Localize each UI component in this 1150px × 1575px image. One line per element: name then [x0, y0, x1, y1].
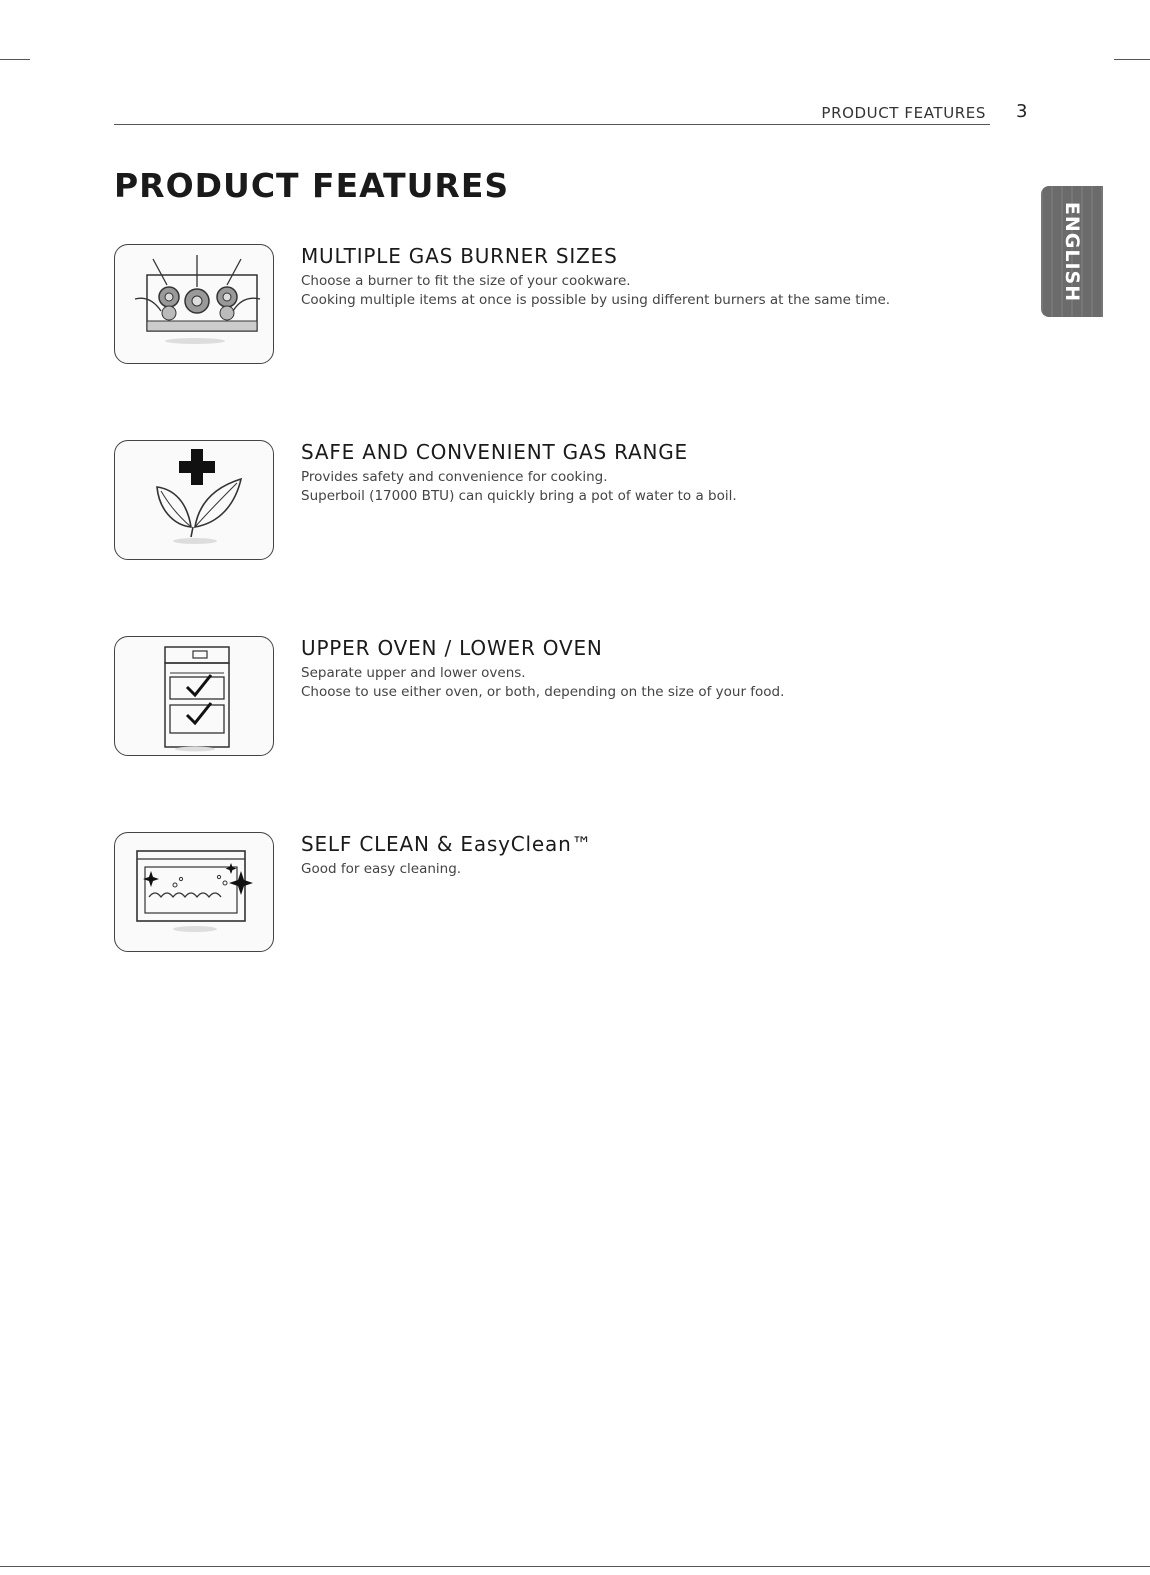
feature-upper-lower-oven	[114, 636, 1014, 762]
feature-title: MULTIPLE GAS BURNER SIZES	[301, 244, 618, 268]
gas-burners-icon	[114, 244, 274, 364]
feature-line: Superboil (17000 BTU) can quickly bring a pot of water to a boil.	[301, 488, 737, 504]
feature-line: Good for easy cleaning.	[301, 861, 462, 877]
feature-line: Separate upper and lower ovens.	[301, 665, 526, 681]
feature-description	[301, 860, 1001, 879]
feature-title: SELF CLEAN & EasyClean™	[301, 832, 593, 856]
double-oven-icon	[114, 636, 274, 756]
running-head: PRODUCT FEATURES	[821, 104, 986, 122]
feature-safe-gas-range	[114, 440, 1014, 566]
feature-line: Provides safety and convenience for cooking.	[301, 469, 608, 485]
feature-line: Cooking multiple items at once is possible by using different burners at the same time.	[301, 292, 891, 308]
feature-title: SAFE AND CONVENIENT GAS RANGE	[301, 440, 688, 464]
feature-self-clean	[114, 832, 1014, 958]
crop-mark	[0, 1566, 1150, 1567]
crop-mark	[0, 59, 30, 60]
feature-description	[301, 272, 1001, 310]
feature-description	[301, 468, 1001, 506]
feature-line: Choose to use either oven, or both, depending on the size of your food.	[301, 684, 785, 700]
feature-line: Choose a burner to fit the size of your cookware.	[301, 273, 631, 289]
header-rule	[114, 124, 990, 125]
feature-title: UPPER OVEN / LOWER OVEN	[301, 636, 603, 660]
feature-gas-burners	[114, 244, 1014, 370]
oven-clean-sparkle-icon	[114, 832, 274, 952]
page-title: PRODUCT FEATURES	[114, 166, 510, 205]
language-tab	[1041, 186, 1103, 317]
feature-description	[301, 664, 1001, 702]
language-tab-label: ENGLISH	[1061, 201, 1083, 302]
safety-leaf-cross-icon	[114, 440, 274, 560]
page-number: 3	[1016, 101, 1028, 122]
crop-mark	[1114, 59, 1150, 60]
